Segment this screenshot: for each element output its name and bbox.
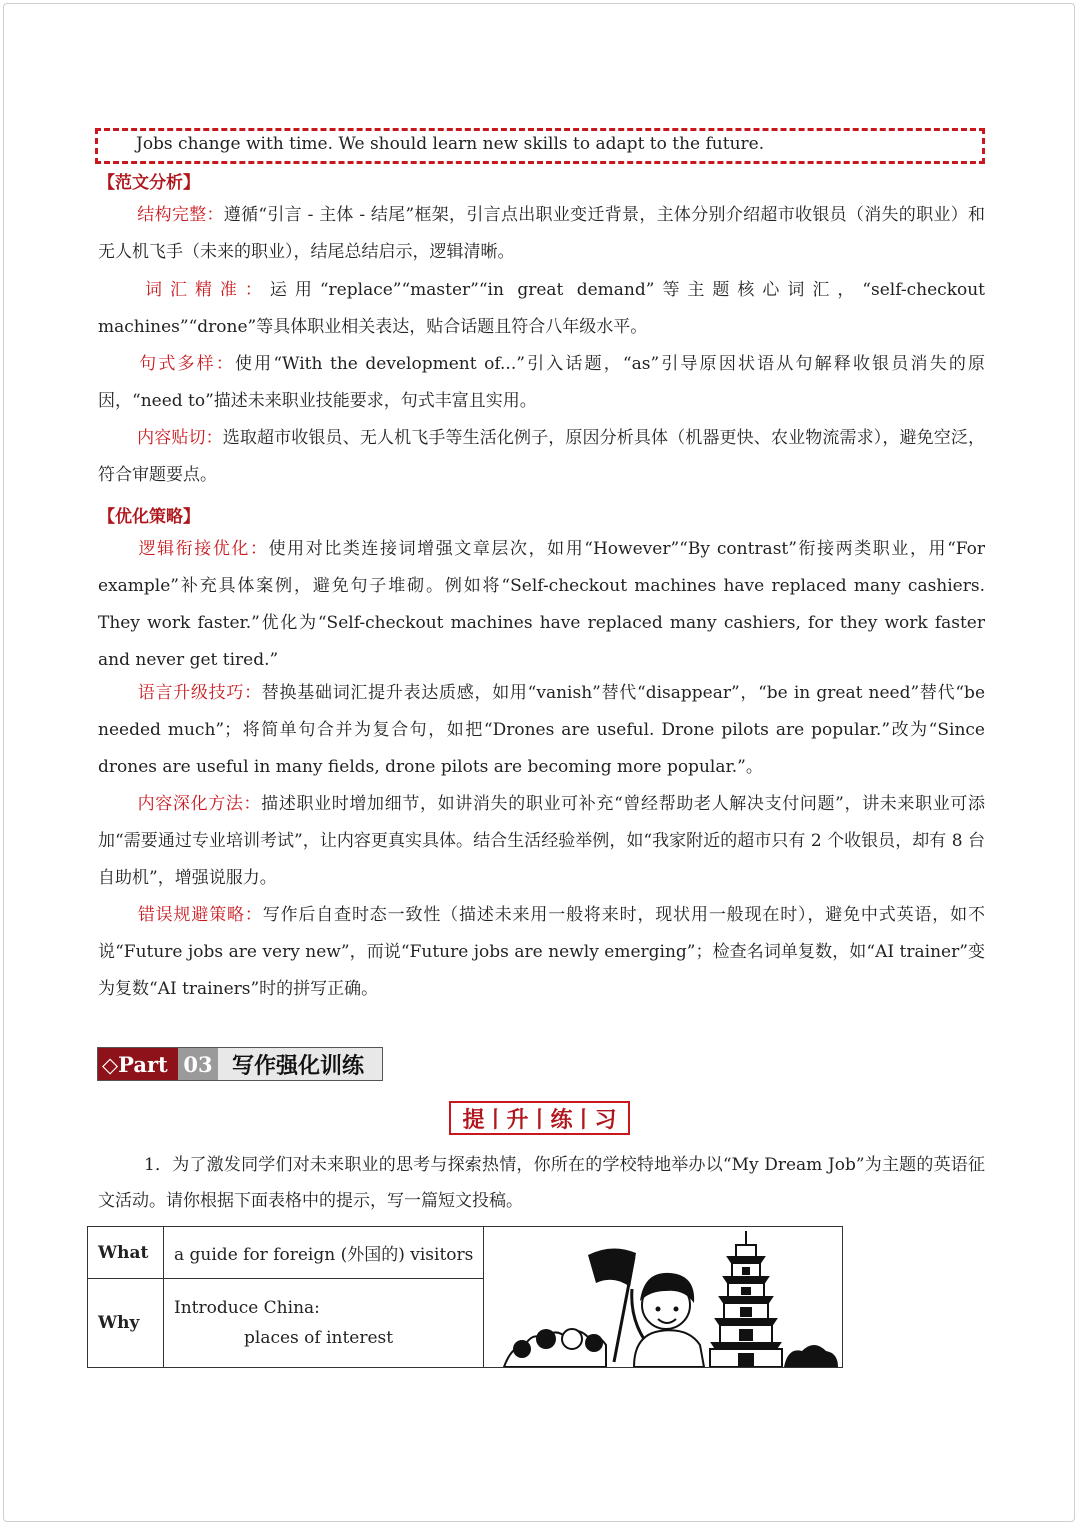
strategy-heading: 【优化策略】 <box>98 507 200 527</box>
practice-heading: 提丨升丨练丨习 <box>449 1101 630 1135</box>
why-value <box>164 1279 484 1368</box>
strategy-logic-label: 逻辑衔接优化： <box>137 539 269 559</box>
question-text <box>98 1147 985 1219</box>
what-label: What <box>88 1227 164 1279</box>
analysis-sentences <box>98 346 985 420</box>
analysis-sentences-text: 使用“With the development of...”引入话题，“as”引导原因状语从句解释收银员消失的原因，“need to”描述未来职业技能要求，句式丰富且实用。 <box>98 354 986 411</box>
analysis-structure <box>98 197 985 271</box>
analysis-vocabulary-label: 词汇精准： <box>137 280 270 300</box>
strategy-logic-text: 使用对比类连接词增强文章层次，如用“However”“By contrast”衔接两类职业，用“For example”补充具体案例，避免句子堆砌。例如将“Self-checkout machines have replaced many cashiers. They work faster.”优化为“Self-checkout machines have replaced many cashiers, for they work faster and never get tired.” <box>98 539 986 670</box>
why-line-1: Introduce China: <box>174 1298 320 1319</box>
analysis-heading: 【范文分析】 <box>98 173 200 193</box>
analysis-content-text: 选取超市收银员、无人机飞手等生活化例子，原因分析具体（机器更快、农业物流需求），避免空泛，符合审题要点。 <box>98 428 985 485</box>
strategy-errors-text: 写作后自查时态一致性（描述未来用一般将来时，现状用一般现在时），避免中式英语，如不说“Future jobs are very new”，而说“Future jobs are newly emerging”；检查名词单复数，如“AI trainer”变为复数“AI trainers”时的拼写正确。 <box>98 905 985 999</box>
question-body: 1．为了激发同学们对未来职业的思考与探索热情，你所在的学校特地举办以“My Dream Job”为主题的英语征文活动。请你根据下面表格中的提示，写一篇短文投稿。 <box>98 1155 985 1211</box>
guide-illustration <box>484 1227 843 1368</box>
analysis-vocabulary-text: 运用“replace”“master”“in great demand”等主题核心词汇，“self-checkout machines”“drone”等具体职业相关表达，贴合话题且符合八年级水平。 <box>98 280 986 337</box>
analysis-content-label: 内容贴切： <box>137 428 223 448</box>
prompt-table <box>87 1226 843 1368</box>
analysis-structure-label: 结构完整： <box>137 205 224 225</box>
tour-guide-illustration <box>484 1227 840 1367</box>
strategy-language <box>98 675 985 786</box>
strategy-content-text: 描述职业时增加细节，如讲消失的职业可补充“曾经帮助老人解决支付问题”，讲未来职业可添加“需要通过专业培训考试”，让内容更真实具体。结合生活经验举例，如“我家附近的超市只有 2 个收银员，却有 8 台自助机”，增强说服力。 <box>98 794 986 888</box>
part-number: 03 <box>178 1048 218 1080</box>
analysis-vocabulary <box>98 272 985 346</box>
strategy-language-text: 替换基础词汇提升表达质感，如用“vanish”替代“disappear”，“be in great need”替代“be needed much”；将简单句合并为复合句，如把“Drones are useful. Drone pilots are popular.”改为“Since drones are useful in many fields, drone pilots are becoming more popular.”。 <box>98 683 985 777</box>
part-title: 写作强化训练 <box>218 1048 382 1080</box>
analysis-content <box>98 420 985 494</box>
essay-ending-box <box>95 128 985 164</box>
essay-ending-text: Jobs change with time. We should learn new skills to adapt to the future. <box>136 134 765 154</box>
strategy-language-label: 语言升级技巧： <box>137 683 262 703</box>
why-line-2: places of interest <box>244 1328 394 1349</box>
strategy-logic <box>98 531 985 679</box>
strategy-errors-label: 错误规避策略： <box>137 905 263 925</box>
why-label: Why <box>88 1279 164 1368</box>
part-banner <box>97 1047 383 1081</box>
strategy-errors <box>98 897 985 1008</box>
strategy-content <box>98 786 985 897</box>
what-value: a guide for foreign (外国的) visitors <box>164 1227 484 1279</box>
strategy-content-label: 内容深化方法： <box>137 794 262 814</box>
analysis-sentences-label: 句式多样： <box>137 354 236 374</box>
part-prefix: ◇Part <box>98 1048 178 1080</box>
analysis-structure-text: 遵循“引言 - 主体 - 结尾”框架，引言点出职业变迁背景，主体分别介绍超市收银员（消失的职业）和无人机飞手（未来的职业），结尾总结启示，逻辑清晰。 <box>98 205 986 262</box>
